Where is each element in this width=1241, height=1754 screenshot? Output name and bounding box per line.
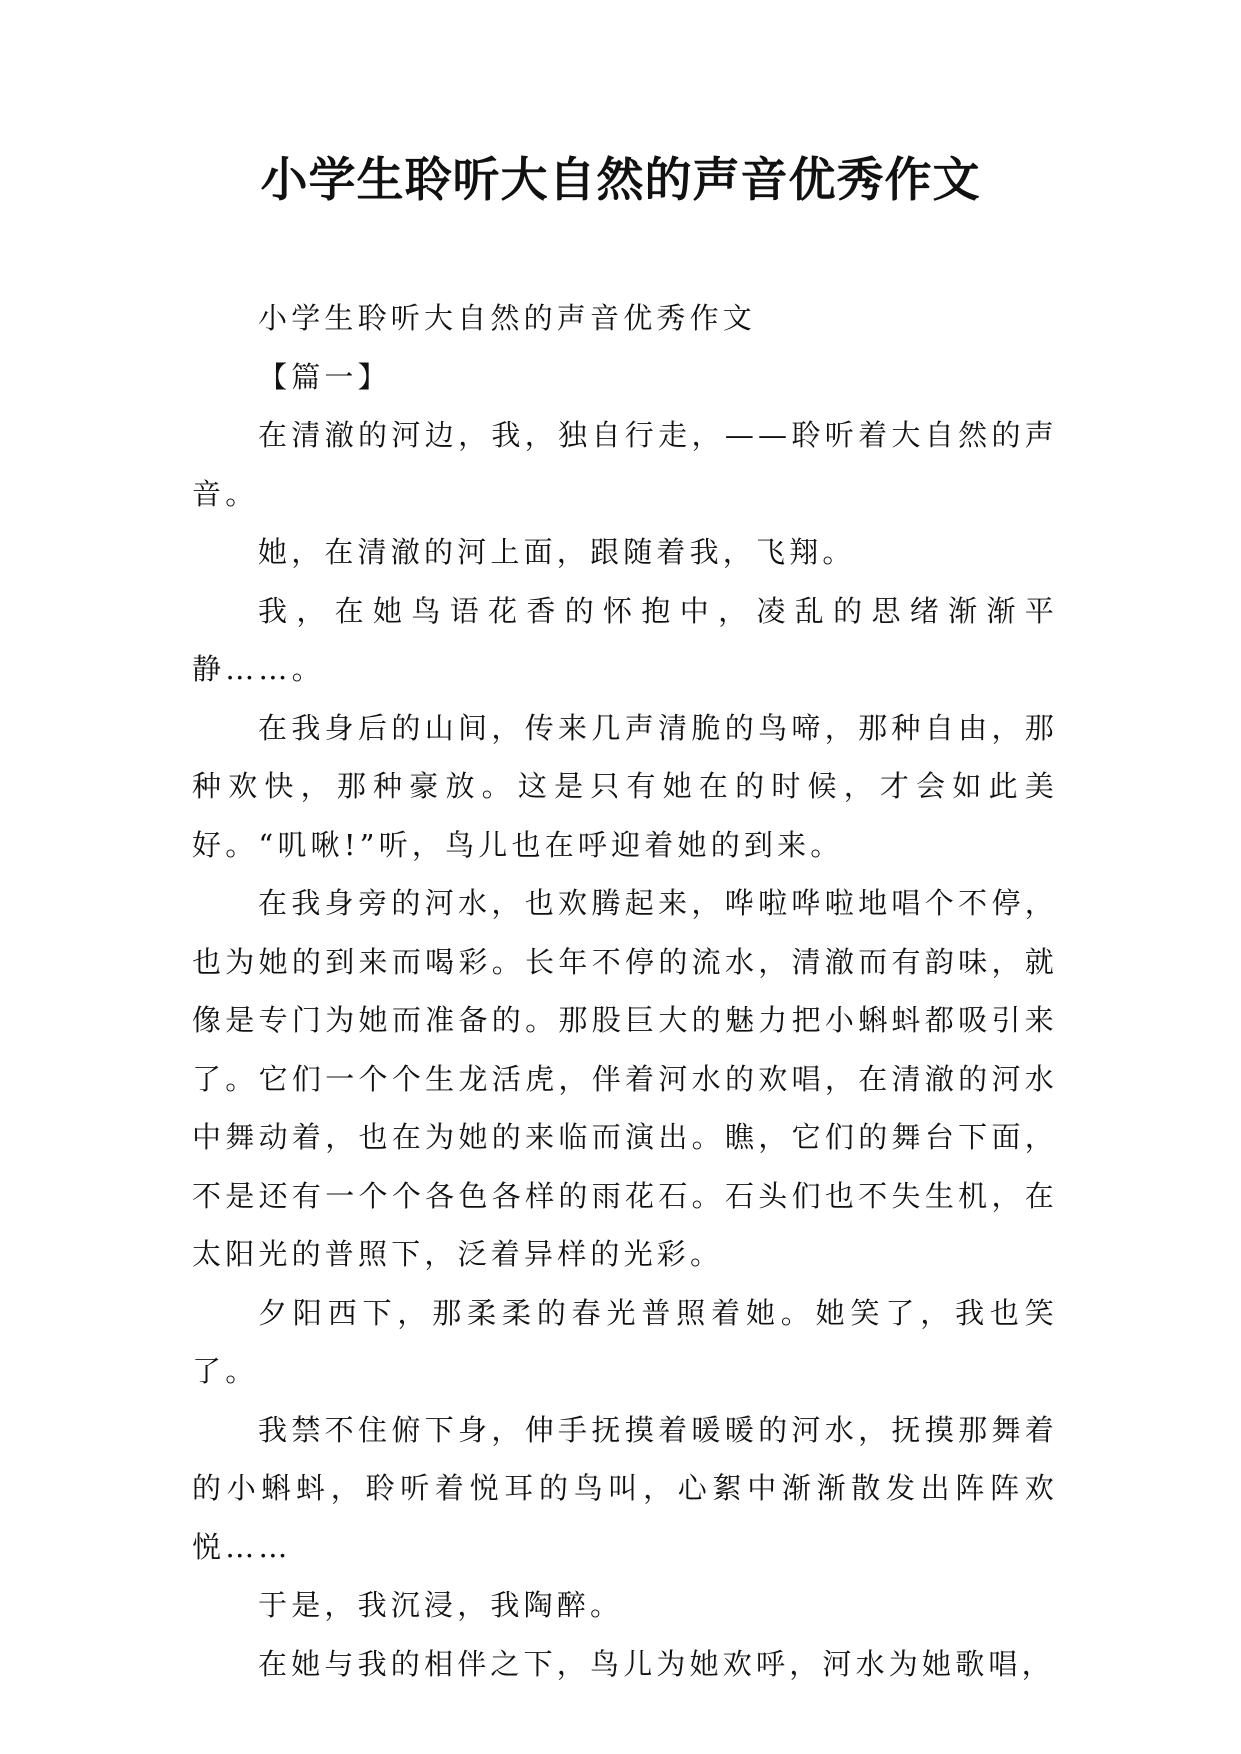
document-title: 小学生聆听大自然的声音优秀作文	[260, 153, 981, 208]
paragraph: 夕阳西下，那柔柔的春光普照着她。她笑了，我也笑了。	[192, 1295, 1058, 1388]
paragraph-subtitle: 小学生聆听大自然的声音优秀作文	[258, 301, 757, 335]
paragraph: 在清澈的河边，我，独自行走，——聆听着大自然的声音。	[192, 418, 1058, 511]
paragraph: 我禁不住俯下身，伸手抚摸着暖暖的河水，抚摸那舞着的小蝌蚪，聆听着悦耳的鸟叫，心絮中渐渐散发出阵阵欢悦……	[192, 1412, 1058, 1564]
paragraph: 她，在清澈的河上面，跟随着我，飞翔。	[258, 535, 856, 569]
paragraph: 在我身后的山间，传来几声清脆的鸟啼，那种自由，那种欢快，那种豪放。这是只有她在的时候，才会如此美好。“叽啾!”听，鸟儿也在呼迎着她的到来。	[192, 710, 1058, 862]
paragraph: 在她与我的相伴之下，鸟儿为她欢呼，河水为她歌唱，	[258, 1646, 1055, 1681]
paragraph: 在我身旁的河水，也欢腾起来，哗啦哗啦地唱个不停，也为她的到来而喝彩。长年不停的流水，清澈而有韵味，就像是专门为她而准备的。那股巨大的魅力把小蝌蚪都吸引来了。它们一个个生龙活虎，伴着河水的欢唱，在清澈的河水中舞动着，也在为她的来临而演出。瞧，它们的舞台下面，不是还有一个个各色各样的雨花石。石头们也不失生机，在太阳光的普照下，泛着异样的光彩。	[192, 886, 1058, 1271]
document-body	[192, 289, 1058, 1693]
paragraph-section-heading: 【篇一】	[258, 359, 391, 394]
paragraph: 我，在她鸟语花香的怀抱中，凌乱的思绪渐渐平静……。	[192, 593, 1058, 686]
paragraph: 于是，我沉浸，我陶醉。	[258, 1588, 624, 1622]
